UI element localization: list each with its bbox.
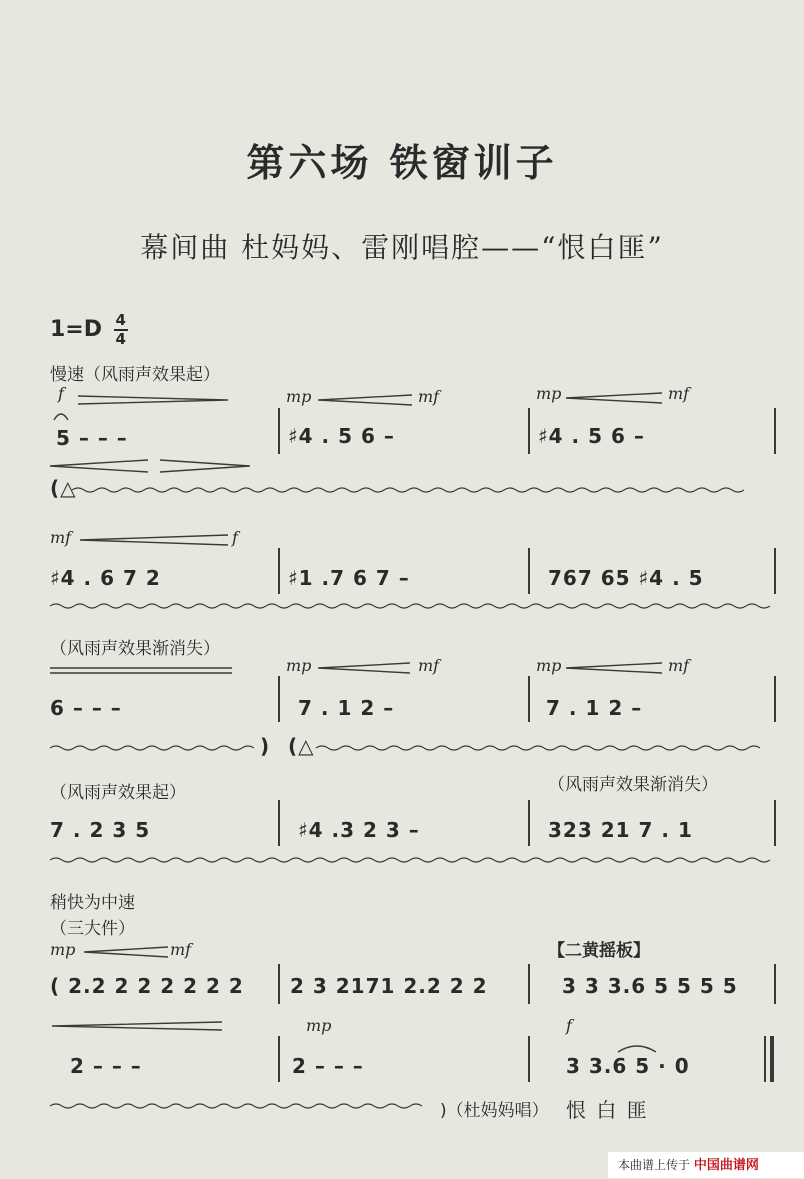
tempo-marking: 稍快为中速: [50, 893, 135, 913]
measure: ♯4 . 5 6 –: [288, 424, 395, 448]
dynamic-mark: f: [566, 1016, 572, 1035]
measure: 7 . 1 2 –: [298, 696, 395, 720]
dynamic-mark: mf: [418, 656, 440, 675]
measure: ♯4 .3 2 3 –: [298, 818, 420, 842]
page-subtitle: 幕间曲 杜妈妈、雷刚唱腔——“恨白匪”: [140, 231, 664, 264]
instrument-note: （三大件）: [50, 919, 135, 939]
dynamic-mark: f: [58, 384, 64, 403]
dynamic-mark: mf: [170, 940, 192, 959]
effect-note: （风雨声效果起）: [50, 783, 186, 803]
measure: 6 – – –: [50, 696, 122, 720]
dynamic-mark: mf: [418, 387, 440, 406]
hairpin-crescendo: [318, 663, 410, 673]
hairpin-crescendo: [566, 393, 662, 403]
measure: 7 . 2 3 5: [50, 818, 151, 842]
slur: [618, 1046, 656, 1052]
singer-cue: )（杜妈妈唱）: [440, 1101, 549, 1121]
measure: 2 – – –: [70, 1054, 142, 1078]
dynamic-mark: mf: [668, 656, 690, 675]
hairpin-crescendo: [318, 395, 412, 405]
effect-close: ): [260, 734, 271, 758]
dynamic-mark: mp: [536, 384, 562, 403]
dynamic-mark: mp: [286, 656, 312, 675]
measure: ( 2.2 2 2 2 2 2 2: [50, 974, 244, 998]
dynamic-mark: mp: [536, 656, 562, 675]
footer-brand[interactable]: 中国曲谱网: [693, 1158, 759, 1173]
fermata: [54, 414, 68, 420]
dynamic-mark: mp: [306, 1016, 332, 1035]
hairpin-decrescendo: [78, 396, 228, 404]
section-label: 【二黄摇板】: [548, 941, 650, 961]
measure: 3 3.6 5 · 0: [566, 1054, 690, 1078]
measure: 5 – – –: [56, 426, 128, 450]
measure: ♯1 .7 6 7 –: [288, 566, 410, 590]
measure: 7 . 1 2 –: [546, 696, 643, 720]
time-numerator: 4: [115, 311, 126, 329]
dynamic-mark: f: [232, 528, 238, 547]
measure: 767 65 ♯4 . 5: [548, 566, 704, 590]
effect-note: （风雨声效果渐消失）: [50, 639, 220, 659]
wavy-lines: [50, 488, 770, 1108]
effect-note: （风雨声效果渐消失）: [548, 775, 718, 795]
hairpin-crescendo: [84, 947, 168, 957]
hairpin-decrescendo: [52, 1022, 222, 1030]
time-denominator: 4: [115, 330, 126, 348]
key-label: 1=D: [50, 317, 103, 342]
measure: 3 3 3.6 5 5 5 5: [562, 974, 738, 998]
hairpin-pair: [50, 460, 250, 472]
dynamic-mark: mf: [668, 384, 690, 403]
measure: 323 21 7 . 1: [548, 818, 693, 842]
footer-watermark: [608, 1152, 804, 1178]
dynamic-mark: mp: [286, 387, 312, 406]
double-line: [50, 668, 232, 673]
measure: 2 – – –: [292, 1054, 364, 1078]
effect-bracket: (△: [288, 734, 315, 758]
measure: ♯4 . 5 6 –: [538, 424, 645, 448]
hairpin-crescendo: [80, 535, 228, 545]
footer-prefix: 本曲谱上传于: [618, 1158, 691, 1172]
measure: 2 3 2171 2.2 2 2: [290, 974, 488, 998]
effect-bracket: (△: [50, 476, 77, 500]
dynamic-mark: mf: [50, 528, 72, 547]
lyrics: 恨 白 匪: [566, 1098, 649, 1122]
hairpin-crescendo: [566, 663, 662, 673]
dynamic-mark: mp: [50, 940, 76, 959]
measure: ♯4 . 6 7 2: [50, 566, 161, 590]
tempo-marking: 慢速（风雨声效果起）: [50, 365, 220, 385]
page-title: 第六场 铁窗训子: [246, 141, 558, 185]
